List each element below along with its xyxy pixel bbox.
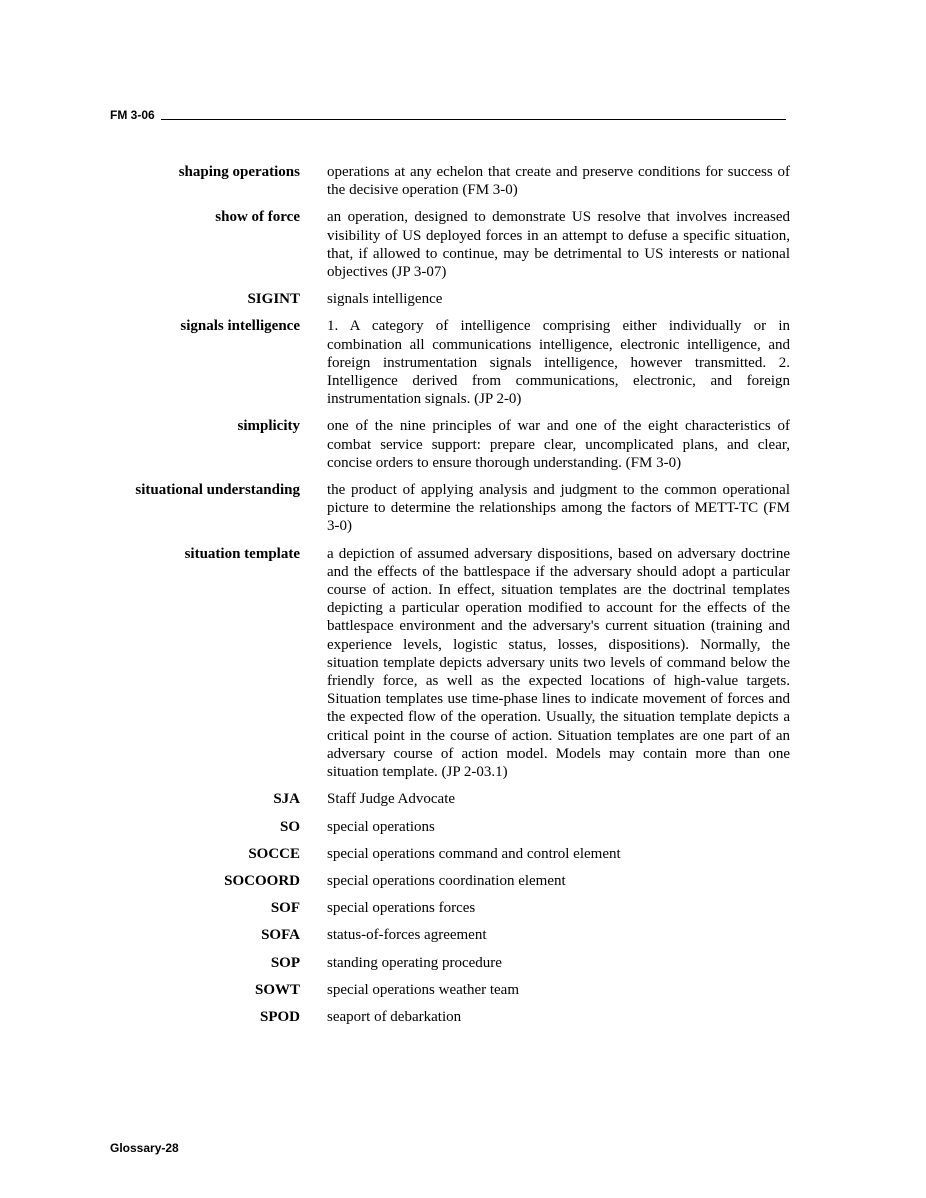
glossary-term: SOCCE [248,845,300,862]
glossary-definition: special operations [327,818,435,835]
header-rule [161,119,786,120]
glossary-term: SJA [273,791,300,808]
glossary-entry [100,163,792,199]
glossary-term: SO [279,818,300,835]
glossary-term: signals intelligence [180,318,300,335]
glossary-definition: the product of applying analysis and judgment to the common operational picture to determine the relationships among the factors of METT-TC (FM 3-0) [327,482,790,535]
glossary-entry [100,845,792,863]
glossary-definition: special operations coordination element [327,872,566,889]
glossary-entry [100,872,792,890]
glossary-entry [100,899,792,917]
glossary-term: shaping operations [178,164,300,180]
glossary-definition: standing operating procedure [327,954,502,971]
glossary-entry [100,290,792,308]
glossary-term: SOWT [254,981,300,998]
glossary-entry [100,208,792,281]
glossary-list [100,163,792,1035]
glossary-entry [100,954,792,972]
glossary-definition: special operations command and control element [327,845,621,862]
glossary-term: simplicity [237,418,300,435]
glossary-definition: seaport of debarkation [327,1008,462,1025]
glossary-term: SPOD [259,1008,300,1025]
glossary-entry [100,545,792,782]
glossary-term: SOCOORD [224,872,300,889]
page-footer: Glossary-28 [110,1141,179,1155]
glossary-entry [100,926,792,944]
glossary-entry [100,981,792,999]
glossary-term: situation template [184,545,300,562]
glossary-definition: one of the nine principles of war and one of the eight characteristics of combat service support: prepare clear, uncomplicated plans, and clear, concise orders to ensure thorough understanding. (FM 3-0) [327,418,790,471]
manual-id: FM 3-06 [110,108,155,122]
glossary-definition: Staff Judge Advocate [327,791,456,808]
glossary-entry [100,417,792,472]
glossary-definition: 1. A category of intelligence comprising either individually or in combination all communications intelligence, electronic intelligence, and foreign instrumentation signals intelligence, however transmitted. 2. Intelligence derived from communications, electronic, and foreign instrumentation signals. (JP 2-0) [327,318,790,408]
glossary-term: SIGINT [247,291,300,308]
glossary-entry [100,1008,792,1026]
glossary-term: show of force [215,209,300,226]
glossary-definition: special operations forces [327,900,476,917]
glossary-entry [100,790,792,808]
glossary-definition: special operations weather team [327,981,519,998]
glossary-definition: signals intelligence [327,291,443,308]
glossary-entry [100,481,792,536]
glossary-term: situational understanding [135,482,300,499]
glossary-entry [100,317,792,408]
glossary-definition: status-of-forces agreement [327,927,487,944]
glossary-definition: a depiction of assumed adversary dispositions, based on adversary doctrine and the effects of the battlespace if the adversary should adopt a particular course of action. In effect, situation templates are the doctrinal templates depicting a particular operation modified to account for the effects of the battlespace environment and the adversary's current situation (training and experience levels, logistic status, losses, dispositions). Normally, the situation template depicts adversary units two levels of command below the friendly force, as well as the expected locations of high-value targets. Situation templates use time-phase lines to indicate movement of forces and the expected flow of the operation. Usually, the situation template depicts a critical point in the course of action. Situation templates are one part of an adversary course of action model. Models may contain more than one situation template. (JP 2-03.1) [327,545,790,781]
glossary-definition: an operation, designed to demonstrate US resolve that involves increased visibility of US deployed forces in an attempt to defuse a specific situation, that, if allowed to continue, may be detrimental to US interests or national objectives (JP 3-07) [327,209,790,281]
page-header [110,108,786,122]
glossary-term: SOP [270,954,300,971]
glossary-definition: operations at any echelon that create and preserve conditions for success of the decisive operation (FM 3-0) [327,164,790,199]
glossary-term: SOFA [261,927,300,944]
glossary-entry [100,818,792,836]
glossary-term: SOF [270,900,300,917]
